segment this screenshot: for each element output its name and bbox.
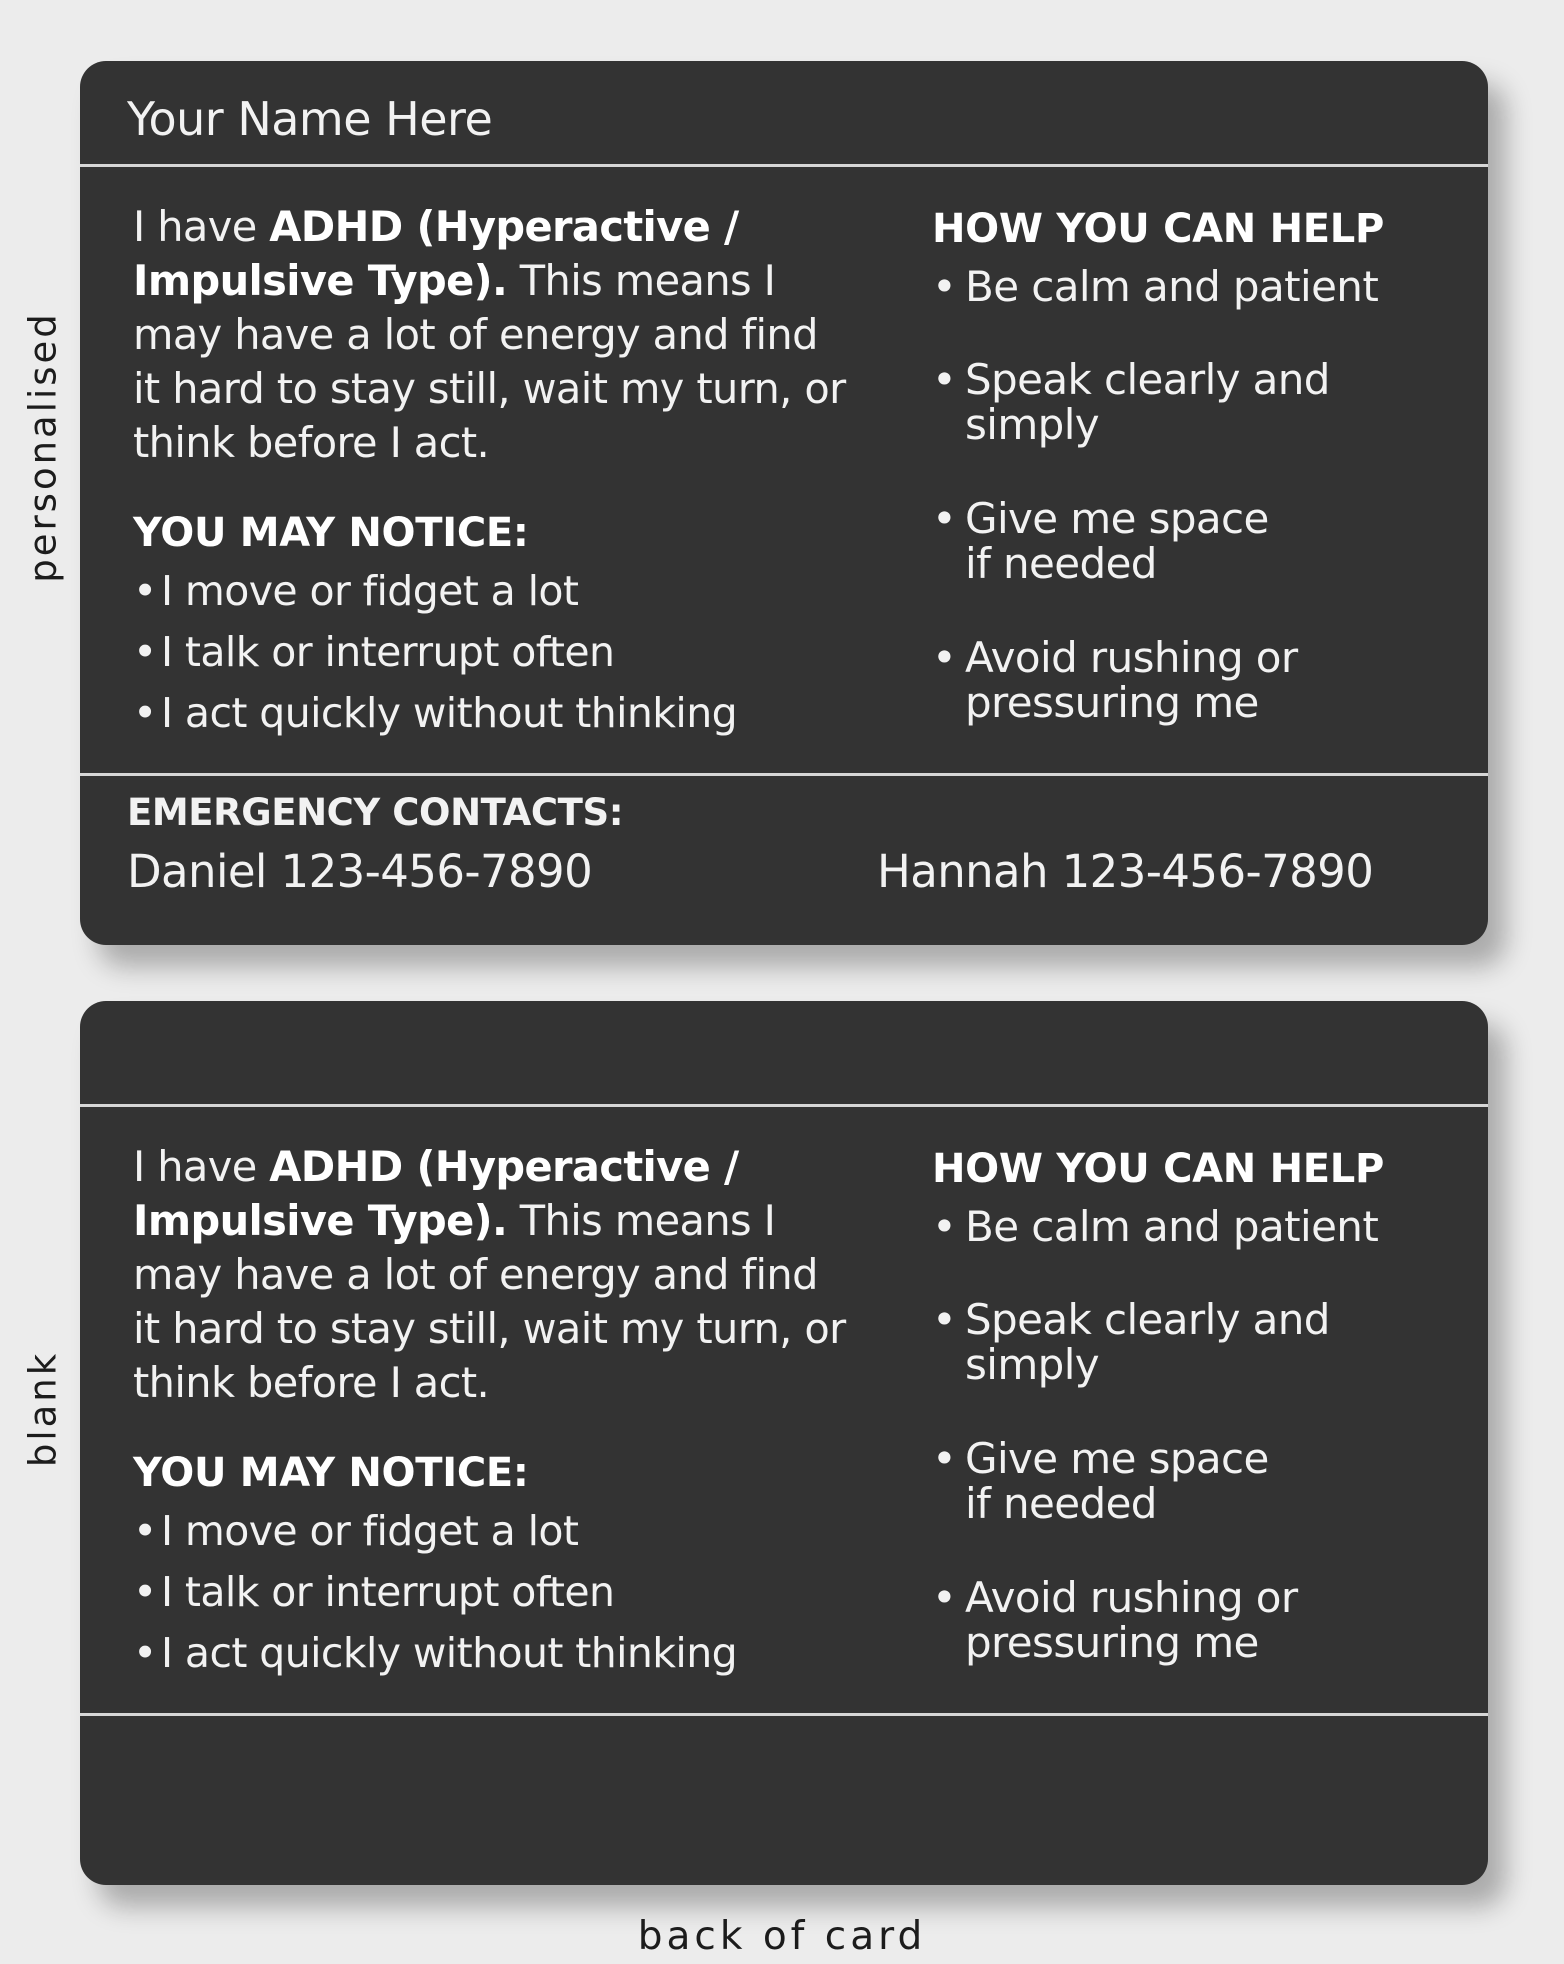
card-personalised: Your Name Here I have ADHD (Hyperactive / Impulsive Type). This means I may have a lot of energy and find it hard to stay still, wait my turn, or think before I act. YOU MAY NOTICE: • I move or fidget a lot • I talk or interrupt often • I act quickly without thinking HOW YOU CAN HELP • Be calm and patient • Speak clearly and simply • Give me space if needed • Avoid rushing or pressuring me EMERGENCY CONTACTS: Daniel 123-456-7890 Hannah 123-456-7890 <box>80 61 1488 945</box>
notice-item-text: I act quickly without thinking <box>161 1629 738 1677</box>
help-item-text: Be calm and patient <box>965 1202 1379 1251</box>
bottom-divider <box>80 773 1488 776</box>
help-heading: HOW YOU CAN HELP <box>932 1146 1384 1192</box>
emergency-contact-2: Hannah 123-456-7890 <box>877 845 1374 898</box>
notice-item-text: I talk or interrupt often <box>161 628 615 676</box>
notice-list <box>133 1504 737 1687</box>
notice-item-text: I move or fidget a lot <box>161 1507 579 1555</box>
notice-heading: YOU MAY NOTICE: <box>133 510 529 556</box>
top-divider <box>80 164 1488 167</box>
intro-rest: This means I may have a lot of energy and find it hard to stay still, wait my turn, or think before I act. <box>133 1196 846 1407</box>
list-item: • I act quickly without thinking <box>133 689 738 737</box>
help-item-text: Avoid rushing or pressuring me <box>965 1573 1298 1667</box>
intro-text <box>133 200 853 470</box>
help-item-text: Speak clearly and simply <box>965 355 1330 449</box>
help-item-text: Give me space if needed <box>965 1434 1269 1528</box>
notice-item-text: I move or fidget a lot <box>161 567 579 615</box>
list-item: • I act quickly without thinking <box>133 1629 738 1677</box>
list-item: • I move or fidget a lot <box>133 1507 579 1555</box>
diagnosis: ADHD (Hyperactive / Impulsive Type). <box>133 1142 739 1245</box>
list-item: • I talk or interrupt often <box>133 1568 615 1616</box>
list-item: • I talk or interrupt often <box>133 628 615 676</box>
card-blank: I have ADHD (Hyperactive / Impulsive Type). This means I may have a lot of energy and find it hard to stay still, wait my turn, or think before I act. YOU MAY NOTICE: • I move or fidget a lot • I talk or interrupt often • I act quickly without thinking HOW YOU CAN HELP • Be calm and patient • Speak clearly and simply • Give me space if needed • Avoid rushing or pressuring me <box>80 1001 1488 1885</box>
intro-rest: This means I may have a lot of energy and find it hard to stay still, wait my turn, or think before I act. <box>133 256 846 467</box>
help-item-text: Speak clearly and simply <box>965 1295 1330 1389</box>
help-item-text: Give me space if needed <box>965 494 1269 588</box>
emergency-heading: EMERGENCY CONTACTS: <box>127 791 624 834</box>
notice-item-text: I act quickly without thinking <box>161 689 738 737</box>
name-field: Your Name Here <box>127 92 493 146</box>
top-divider <box>80 1104 1488 1107</box>
intro-text <box>133 1140 853 1410</box>
card-label-blank: blank <box>21 1350 65 1468</box>
notice-item-text: I talk or interrupt often <box>161 1568 615 1616</box>
help-item-text: Avoid rushing or pressuring me <box>965 633 1298 727</box>
help-item-text: Be calm and patient <box>965 262 1379 311</box>
card-label-personalised: personalised <box>21 311 65 583</box>
bottom-divider <box>80 1713 1488 1716</box>
notice-heading: YOU MAY NOTICE: <box>133 1450 529 1496</box>
help-heading: HOW YOU CAN HELP <box>932 206 1384 252</box>
intro-prefix: I have <box>133 1142 270 1191</box>
intro-prefix: I have <box>133 202 270 251</box>
list-item: • I move or fidget a lot <box>133 567 579 615</box>
emergency-contact-1: Daniel 123-456-7890 <box>127 845 593 898</box>
notice-list <box>133 564 737 747</box>
diagnosis: ADHD (Hyperactive / Impulsive Type). <box>133 202 739 305</box>
page-caption: back of card <box>637 1914 927 1959</box>
